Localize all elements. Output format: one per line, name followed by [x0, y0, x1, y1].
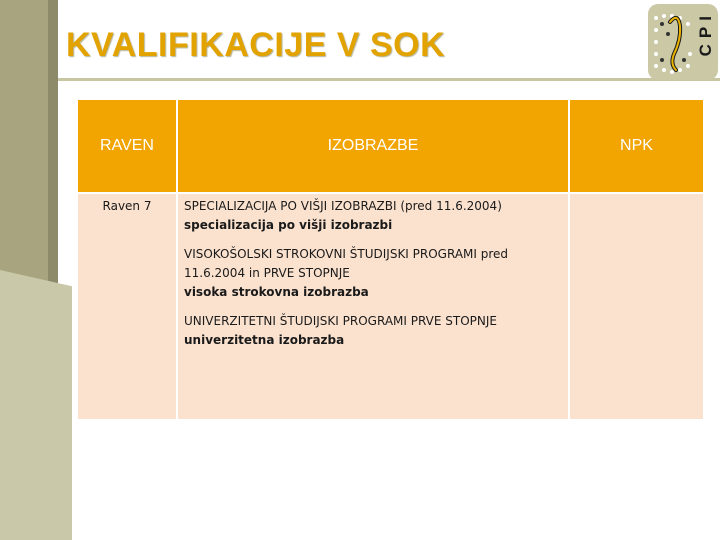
table-header-row — [78, 100, 703, 193]
cell-raven — [78, 193, 177, 419]
izobrazba-main: VISOKOŠOLSKI STROKOVNI ŠTUDIJSKI PROGRAMI pred 11.6.2004 in PRVE STOPNJE — [184, 247, 509, 280]
cell-izobrazbe — [177, 193, 569, 419]
raven-label: Raven 7 — [102, 199, 152, 213]
table-row — [78, 193, 703, 419]
izobrazba-item — [184, 245, 562, 302]
left-decorative-slab — [0, 270, 72, 540]
header-izobrazbe: IZOBRAZBE — [177, 100, 569, 193]
cpi-logo — [648, 4, 718, 80]
slide-title: KVALIFIKACIJE V SOK — [66, 26, 446, 64]
izobrazba-main: SPECIALIZACIJA PO VIŠJI IZOBRAZBI (pred 11.6.2004) — [184, 199, 502, 213]
izobrazba-item — [184, 197, 562, 235]
izobrazba-sub: specializacija po višji izobrazbi — [184, 218, 393, 232]
izobrazba-sub: visoka strokovna izobrazba — [184, 285, 369, 299]
izobrazba-sub: univerzitetna izobrazba — [184, 333, 345, 347]
qualifications-table — [78, 100, 703, 419]
izobrazba-main: UNIVERZITETNI ŠTUDIJSKI PROGRAMI PRVE STOPNJE — [184, 314, 497, 328]
logo-text: CPI — [696, 10, 715, 57]
izobrazba-item — [184, 312, 562, 350]
header-raven: RAVEN — [78, 100, 177, 193]
header-npk: NPK — [569, 100, 703, 193]
cell-npk — [569, 193, 703, 419]
title-underline — [58, 78, 720, 81]
